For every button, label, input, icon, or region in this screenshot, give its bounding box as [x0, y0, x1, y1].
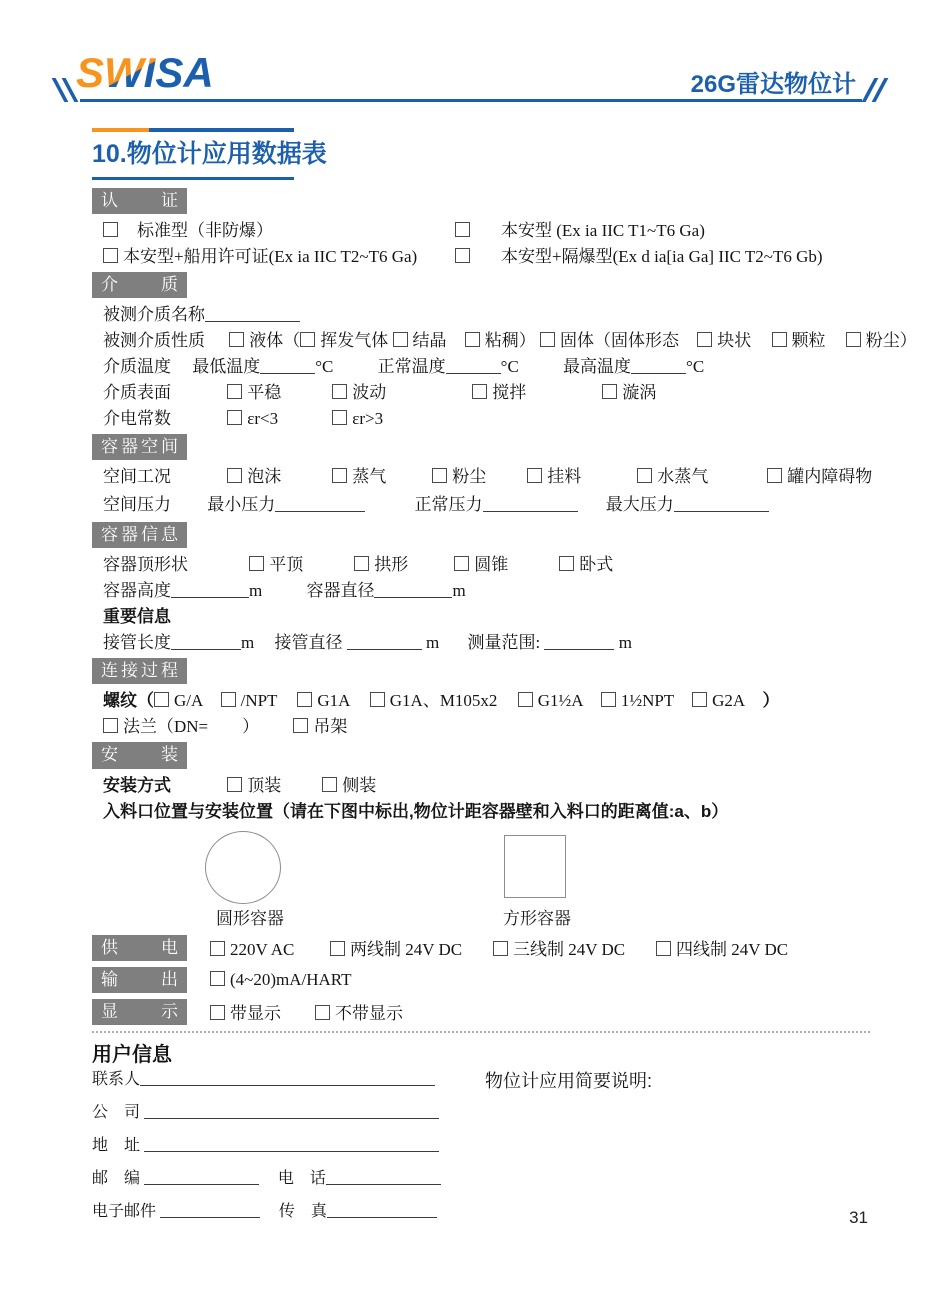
- section-user-info: [92, 1041, 870, 1223]
- checkbox-vortex[interactable]: [602, 384, 617, 399]
- checkbox-flange[interactable]: [103, 718, 118, 733]
- section-header-output: 输出: [92, 967, 187, 993]
- field-range[interactable]: [544, 634, 614, 650]
- option-four-wire: [656, 935, 788, 960]
- field-vessel-diameter[interactable]: [374, 582, 452, 598]
- nozzle-diameter-unit: m: [425, 633, 440, 653]
- temp-max-unit: °C: [686, 357, 705, 377]
- option-cone-top-label: 圆锥: [474, 555, 509, 575]
- checkbox-dust[interactable]: [846, 332, 861, 347]
- header-rule: [80, 99, 862, 102]
- fax-label: 传 真: [278, 1202, 327, 1220]
- medium-name-row: [92, 302, 870, 328]
- section-process-connection: [92, 658, 870, 740]
- checkbox-tank-obstacle[interactable]: [767, 468, 782, 483]
- checkbox-hart[interactable]: [210, 971, 225, 986]
- checkbox-two-wire[interactable]: [330, 941, 345, 956]
- option-foam-label: 泡沫: [247, 467, 282, 487]
- field-vessel-height[interactable]: [171, 582, 249, 598]
- flange-row: [92, 714, 870, 740]
- checkbox-side-mount[interactable]: [322, 777, 337, 792]
- option-marine-cert-label: 本安型+船用许可证(Ex ia IIC T2~T6 Ga): [123, 247, 418, 267]
- option-thread-g2a-label: G2A: [712, 691, 745, 711]
- round-vessel-label: 圆形容器: [216, 908, 284, 928]
- option-three-wire-label: 三线制 24V DC: [513, 940, 626, 960]
- user-info-header: 用户信息: [92, 1043, 172, 1066]
- option-standard-type: [103, 218, 455, 244]
- option-granule-label: 颗粒: [791, 331, 826, 351]
- option-space-dust-label: 粉尘: [452, 467, 487, 487]
- double-backslash-icon: [58, 78, 72, 102]
- company-label: 公 司: [92, 1103, 141, 1121]
- checkbox-buildup[interactable]: [527, 468, 542, 483]
- field-email[interactable]: [160, 1202, 260, 1218]
- checkbox-er-lt3[interactable]: [227, 410, 242, 425]
- title-block: [92, 128, 950, 180]
- range-unit: m: [618, 633, 632, 653]
- temp-normal-unit: °C: [500, 357, 519, 377]
- dielectric-label: 介电常数: [103, 409, 171, 429]
- option-tank-obstacle: [767, 464, 872, 490]
- option-hart-label: (4~20)mA/HART: [230, 969, 352, 989]
- square-vessel-label: 方形容器: [503, 908, 571, 928]
- option-tank-obstacle-label: 罐内障碍物: [787, 467, 873, 487]
- option-liquid-label: 液体: [249, 331, 284, 351]
- vessel-diameter-label: 容器直径: [306, 581, 375, 601]
- option-steam: [332, 464, 432, 490]
- vessel-diameter-unit: m: [452, 581, 466, 601]
- checkbox-space-dust[interactable]: [432, 468, 447, 483]
- space-pressure-label: 空间压力: [103, 495, 171, 515]
- checkbox-viscous[interactable]: [465, 332, 480, 347]
- page-number: 31: [849, 1208, 868, 1227]
- option-thread-g15a-label: G1½A: [537, 691, 583, 711]
- option-wavy-label: 波动: [352, 383, 387, 403]
- section-certification: [92, 188, 870, 270]
- option-220v-ac: [210, 940, 330, 960]
- vessel-size-row: [92, 578, 870, 604]
- nozzle-length-unit: m: [241, 633, 255, 653]
- option-water-vapor-label: 水蒸气: [657, 467, 709, 487]
- option-dome-top: [354, 552, 454, 578]
- checkbox-steam[interactable]: [332, 468, 347, 483]
- install-mode-row: [92, 773, 870, 799]
- option-top-mount: [227, 773, 322, 799]
- checkbox-thread-m105[interactable]: [370, 692, 385, 707]
- option-calm-label: 平稳: [247, 383, 282, 403]
- option-top-mount-label: 顶装: [247, 775, 282, 795]
- double-slash-icon: [868, 78, 882, 102]
- brand-logo: SWISA: [76, 49, 214, 96]
- checkbox-thread-g15a[interactable]: [518, 692, 533, 707]
- medium-dielectric-row: [92, 406, 870, 432]
- section-installation: [92, 742, 870, 932]
- section-header-process-connection: 连接过程: [92, 658, 187, 684]
- zip-label: 邮 编: [92, 1169, 141, 1187]
- option-with-display: [210, 999, 315, 1024]
- option-buildup-label: 挂料: [547, 467, 582, 487]
- checkbox-four-wire[interactable]: [656, 941, 671, 956]
- install-mode-label: 安装方式: [103, 775, 171, 795]
- option-four-wire-label: 四线制 24V DC: [676, 940, 789, 960]
- option-viscous-label: 粘稠）: [484, 331, 536, 351]
- contact-label: 联系人: [92, 1070, 141, 1088]
- checkbox-top-mount[interactable]: [227, 777, 242, 792]
- phone-label: 电 话: [277, 1169, 326, 1187]
- display-options: [210, 999, 403, 1024]
- option-crystal-label: 结晶: [412, 331, 447, 351]
- title-rule-bottom: [92, 177, 294, 180]
- option-foam: [227, 464, 332, 490]
- option-wavy: [332, 380, 472, 406]
- section-output: [92, 967, 870, 993]
- user-zip-phone-row: [92, 1168, 870, 1190]
- user-company-row: [92, 1102, 870, 1124]
- field-company[interactable]: [144, 1103, 439, 1119]
- nozzle-length-label: 接管长度: [103, 633, 171, 653]
- section-header-medium: 介质: [92, 272, 187, 298]
- field-medium-name[interactable]: [205, 306, 300, 322]
- install-note-row: [92, 799, 870, 825]
- option-thread-npt-label: /NPT: [240, 691, 278, 711]
- page-title: 10.物位计应用数据表: [92, 140, 327, 168]
- option-flange-label: 法兰（DN= ）: [123, 717, 260, 737]
- temp-normal-label: 正常温度: [377, 357, 446, 377]
- checkbox-block[interactable]: [697, 332, 712, 347]
- product-name: 26G雷达物位计: [690, 71, 856, 98]
- section-vessel-space: [92, 434, 873, 520]
- mounting-diagram: [92, 831, 870, 905]
- section-header-certification: 认证: [92, 188, 187, 214]
- checkbox-calm[interactable]: [227, 384, 242, 399]
- page-header: [0, 0, 950, 112]
- nozzle-diameter-label: 接管直径: [274, 633, 343, 653]
- temp-min-unit: °C: [315, 357, 334, 377]
- checkbox-thread-npt[interactable]: [221, 692, 236, 707]
- form-content: [0, 188, 950, 1223]
- checkbox-stirred[interactable]: [472, 384, 487, 399]
- power-options: [210, 935, 788, 960]
- option-two-wire-label: 两线制 24V DC: [350, 940, 463, 960]
- checkbox-er-gt3[interactable]: [332, 410, 347, 425]
- pressure-min-label: 最小压力: [207, 495, 276, 515]
- checkbox-granule[interactable]: [772, 332, 787, 347]
- option-flameproof: [455, 244, 823, 270]
- vessel-top-label: 容器顶形状: [103, 555, 188, 575]
- cert-row-1: [92, 218, 870, 244]
- thread-row: [92, 688, 870, 714]
- liquid-paren-open: （: [283, 331, 301, 351]
- option-er-lt3: [227, 406, 332, 432]
- option-er-gt3: [332, 406, 383, 432]
- option-dome-top-label: 拱形: [374, 555, 409, 575]
- checkbox-thread-ga[interactable]: [154, 692, 169, 707]
- application-note-label: 物位计应用简要说明:: [485, 1070, 653, 1091]
- checkbox-solid[interactable]: [540, 332, 555, 347]
- field-phone[interactable]: [326, 1169, 441, 1185]
- section-header-vessel-space: 容器空间: [92, 434, 187, 460]
- option-flat-top: [249, 552, 354, 578]
- option-thread-15npt-label: 1½NPT: [620, 691, 674, 711]
- user-address-row: [92, 1135, 870, 1157]
- vessel-nozzle-row: [92, 630, 870, 656]
- option-water-vapor: [637, 464, 767, 490]
- section-header-display: 显示: [92, 999, 187, 1025]
- option-calm: [227, 380, 332, 406]
- checkbox-marine-cert[interactable]: [103, 248, 118, 263]
- field-contact[interactable]: [140, 1070, 435, 1086]
- user-contact-row: [92, 1069, 870, 1091]
- option-standard-type-label: 标准型（非防爆）: [137, 221, 273, 241]
- field-temp-max[interactable]: [631, 358, 686, 374]
- option-horizontal-vessel: [559, 552, 613, 578]
- option-intrinsic-safe-label: 本安型 (Ex ia IIC T1~T6 Ga): [501, 221, 705, 241]
- checkbox-flameproof[interactable]: [455, 248, 470, 263]
- section-header-installation: 安装: [92, 742, 187, 768]
- title-rule-top: [92, 128, 294, 132]
- checkbox-intrinsic-safe[interactable]: [455, 222, 470, 237]
- field-nozzle-diameter[interactable]: [347, 634, 422, 650]
- checkbox-hanger[interactable]: [293, 718, 308, 733]
- option-220v-ac-label: 220V AC: [230, 940, 295, 960]
- output-options: [210, 970, 352, 990]
- medium-temp-row: [92, 354, 870, 380]
- field-zip[interactable]: [144, 1169, 259, 1185]
- cert-row-2: [92, 244, 870, 270]
- option-horizontal-vessel-label: 卧式: [579, 555, 614, 575]
- checkbox-dome-top[interactable]: [354, 556, 369, 571]
- checkbox-220v-ac[interactable]: [210, 941, 225, 956]
- space-pressure-row: [92, 490, 870, 520]
- solid-paren-open: （固体形态: [594, 331, 679, 351]
- checkbox-thread-g2a[interactable]: [692, 692, 707, 707]
- field-nozzle-length[interactable]: [171, 634, 241, 650]
- option-block-label: 块状: [717, 331, 752, 351]
- install-note: 入料口位置与安装位置（请在下图中标出,物位计距容器壁和入料口的距离值:a、b）: [103, 801, 729, 821]
- option-flameproof-label: 本安型+隔爆型(Ex d ia[ia Ga] IIC T2~T6 Gb): [501, 247, 823, 267]
- pressure-normal-label: 正常压力: [414, 495, 483, 515]
- address-label: 地 址: [92, 1136, 141, 1154]
- thread-paren-close: ）: [762, 691, 780, 711]
- square-vessel-shape: [504, 835, 566, 898]
- checkbox-crystal[interactable]: [393, 332, 408, 347]
- option-dust-label: 粉尘）: [865, 331, 917, 351]
- field-pressure-min[interactable]: [275, 496, 365, 512]
- checkbox-foam[interactable]: [227, 468, 242, 483]
- round-vessel-shape: [205, 831, 281, 904]
- checkbox-volatile-gas[interactable]: [300, 332, 315, 347]
- option-without-display: [315, 999, 403, 1024]
- pressure-max-label: 最大压力: [605, 495, 674, 515]
- option-hart: [210, 970, 352, 989]
- section-display: [92, 999, 870, 1025]
- option-er-gt3-label: εr>3: [352, 409, 384, 429]
- medium-surface-row: [92, 380, 870, 406]
- option-flat-top-label: 平顶: [269, 555, 304, 575]
- section-power: [92, 935, 870, 961]
- medium-temp-label: 介质温度: [103, 357, 171, 377]
- diagram-labels: [92, 905, 870, 933]
- field-pressure-normal[interactable]: [483, 496, 578, 512]
- important-info-label: 重要信息: [103, 607, 171, 627]
- option-side-mount: [322, 773, 376, 799]
- space-condition-row: [92, 464, 873, 490]
- option-volatile-gas-label: 挥发气体: [320, 331, 389, 351]
- vessel-height-unit: m: [249, 581, 263, 601]
- checkbox-flat-top[interactable]: [249, 556, 264, 571]
- temp-max-label: 最高温度: [563, 357, 632, 377]
- field-temp-min[interactable]: [260, 358, 315, 374]
- section-medium: [92, 272, 917, 432]
- space-condition-label: 空间工况: [103, 467, 171, 487]
- checkbox-standard-type[interactable]: [103, 222, 118, 237]
- option-space-dust: [432, 464, 527, 490]
- option-vortex-label: 漩涡: [622, 383, 657, 403]
- field-address[interactable]: [144, 1136, 439, 1152]
- field-temp-normal[interactable]: [446, 358, 501, 374]
- field-pressure-max[interactable]: [674, 496, 769, 512]
- option-without-display-label: 不带显示: [335, 1004, 403, 1024]
- section-header-vessel-info: 容器信息: [92, 522, 187, 548]
- checkbox-cone-top[interactable]: [454, 556, 469, 571]
- option-thread-ga-label: G/A: [174, 691, 203, 711]
- range-label: 测量范围:: [467, 633, 541, 653]
- vessel-top-row: [92, 552, 870, 578]
- option-stirred: [472, 380, 602, 406]
- option-er-lt3-label: εr<3: [247, 409, 279, 429]
- option-three-wire: [493, 935, 656, 960]
- email-label: 电子邮件: [92, 1202, 157, 1220]
- option-vortex: [602, 380, 656, 406]
- option-thread-g1a-label: G1A: [317, 691, 350, 711]
- option-intrinsic-safe: [455, 218, 705, 244]
- checkbox-thread-15npt[interactable]: [601, 692, 616, 707]
- dotted-separator: [92, 1031, 870, 1033]
- option-two-wire: [330, 935, 493, 960]
- section-header-power: 供电: [92, 935, 187, 961]
- checkbox-with-display[interactable]: [210, 1005, 225, 1020]
- medium-nature-row: [92, 328, 917, 354]
- medium-surface-label: 介质表面: [103, 383, 171, 403]
- checkbox-without-display[interactable]: [315, 1005, 330, 1020]
- section-vessel-info: [92, 522, 870, 656]
- medium-nature-label: 被测介质性质: [103, 331, 205, 351]
- checkbox-three-wire[interactable]: [493, 941, 508, 956]
- option-buildup: [527, 464, 637, 490]
- vessel-important-row: [92, 604, 870, 630]
- thread-label: 螺纹（: [103, 691, 154, 711]
- vessel-height-label: 容器高度: [103, 581, 171, 601]
- temp-min-label: 最低温度: [192, 357, 261, 377]
- checkbox-wavy[interactable]: [332, 384, 347, 399]
- option-side-mount-label: 侧装: [342, 775, 377, 795]
- checkbox-liquid[interactable]: [229, 332, 244, 347]
- medium-name-label: 被测介质名称: [103, 305, 205, 325]
- field-fax[interactable]: [327, 1202, 437, 1218]
- checkbox-thread-g1a[interactable]: [297, 692, 312, 707]
- option-thread-m105-label: G1A、M105x2: [389, 691, 498, 711]
- option-with-display-label: 带显示: [230, 1004, 281, 1024]
- option-cone-top: [454, 552, 559, 578]
- option-solid-label: 固体: [560, 331, 594, 351]
- option-stirred-label: 搅拌: [492, 383, 527, 403]
- checkbox-water-vapor[interactable]: [637, 468, 652, 483]
- checkbox-horizontal-vessel[interactable]: [559, 556, 574, 571]
- option-steam-label: 蒸气: [352, 467, 387, 487]
- option-marine-cert: [103, 244, 455, 270]
- option-hanger-label: 吊架: [313, 717, 348, 737]
- user-email-fax-row: [92, 1201, 870, 1223]
